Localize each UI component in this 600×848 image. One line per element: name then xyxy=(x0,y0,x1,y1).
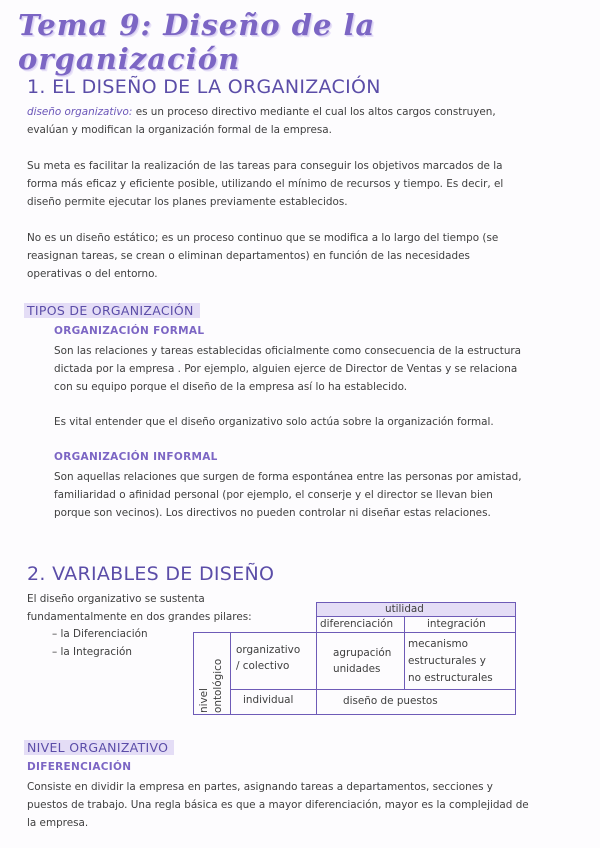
diferenciacion-label: diferenciación xyxy=(320,618,394,630)
definition-text-2: evalúan y modifican la organización formal de la empresa. xyxy=(27,124,332,136)
dynamic-paragraph xyxy=(27,229,575,283)
table-nivel-column xyxy=(193,632,231,715)
integracion-label: integración xyxy=(427,618,486,630)
section2-heading: 2. VARIABLES DE DISEÑO xyxy=(27,563,275,585)
formal-paragraph xyxy=(54,342,574,396)
goal-line: forma más eficaz y eficiente posible, utilizando el mínimo de recursos y tiempo. Es decir, el xyxy=(27,178,504,190)
goal-paragraph xyxy=(27,157,575,211)
diferenciacion-paragraph xyxy=(27,778,575,832)
table-individual-cell xyxy=(230,689,317,715)
individual-label: individual xyxy=(243,694,294,706)
page-title: Tema 9: Diseño de la organización xyxy=(18,8,376,76)
formal-line: con su equipo porque el diseño de la empresa así lo ha establecido. xyxy=(54,381,408,393)
dynamic-line: reasignan tareas, se crean o eliminan departamentos) en función de las necesidades xyxy=(27,250,470,262)
no-estructurales-line: no estructurales xyxy=(408,672,493,684)
table-diseno-puestos-cell xyxy=(316,689,516,715)
diseno-puestos-label: diseño de puestos xyxy=(343,695,438,707)
informal-heading: ORGANIZACIÓN INFORMAL xyxy=(54,451,218,463)
intro-line: fundamentalmente en dos grandes pilares: xyxy=(27,611,252,623)
organizativo-line: organizativo xyxy=(236,644,301,656)
table-organizativo-cell xyxy=(230,632,317,690)
colectivo-line: / colectivo xyxy=(236,660,290,672)
formal-note: Es vital entender que el diseño organizativo solo actúa sobre la organización formal. xyxy=(54,416,494,428)
agrupacion-line: agrupación xyxy=(333,647,392,659)
goal-line: diseño permite ejecutar los planes previamente establecidos. xyxy=(27,196,348,208)
unidades-line: unidades xyxy=(333,663,381,675)
estructurales-line: estructurales y xyxy=(408,655,486,667)
table-agrupacion-cell xyxy=(316,632,405,690)
dynamic-line: operativas o del entorno. xyxy=(27,268,158,280)
definition-text-1: es un proceso directivo mediante el cual los altos cargos construyen, xyxy=(132,106,496,118)
design-variables-table xyxy=(193,602,516,715)
intro-line: El diseño organizativo se sustenta xyxy=(27,593,205,605)
mecanismo-line: mecanismo xyxy=(408,638,468,650)
ontologico-label: ontológico xyxy=(212,658,224,713)
dif-line: Consiste en dividir la empresa en partes, asignando tareas a departamentos, secciones y xyxy=(27,781,493,793)
nivel-label: nivel xyxy=(198,688,210,713)
pillars-list xyxy=(52,625,202,661)
formal-line: Son las relaciones y tareas establecidas oficialmente como consecuencia de la estructura xyxy=(54,345,522,357)
informal-line: porque son vecinos). Los directivos no pueden controlar ni diseñar estas relaciones. xyxy=(54,507,491,519)
informal-line: familiaridad o afinidad personal (por ejemplo, el conserje y el director se llevan bien xyxy=(54,489,493,501)
informal-paragraph xyxy=(54,468,574,522)
formal-line: dictada por la empresa . Por ejemplo, alguien ejerce de Director de Ventas y se relaciona xyxy=(54,363,518,375)
nivel-organizativo-heading: NIVEL ORGANIZATIVO xyxy=(24,740,174,755)
pillar-item: – la Integración xyxy=(52,646,132,658)
dynamic-line: No es un diseño estático; es un proceso continuo que se modifica a lo largo del tiempo (se xyxy=(27,232,499,244)
definition-term: diseño organizativo: xyxy=(27,106,133,118)
dif-line: la empresa. xyxy=(27,817,89,829)
formal-heading: ORGANIZACIÓN FORMAL xyxy=(54,325,205,337)
goal-line: Su meta es facilitar la realización de las tareas para conseguir los objetivos marcados de la xyxy=(27,160,503,172)
utilidad-label: utilidad xyxy=(385,603,424,615)
table-integracion-header xyxy=(404,616,516,633)
table-diferenciacion-header xyxy=(316,616,405,633)
definition-paragraph xyxy=(27,103,575,139)
informal-line: Son aquellas relaciones que surgen de forma espontánea entre las personas por amistad, xyxy=(54,471,522,483)
diferenciacion-heading: DIFERENCIACIÓN xyxy=(27,761,132,773)
table-mecanismo-cell xyxy=(404,632,516,690)
pillar-item: – la Diferenciación xyxy=(52,628,148,640)
dif-line: puestos de trabajo. Una regla básica es que a mayor diferenciación, mayor es la complejidad de xyxy=(27,799,529,811)
table-utilidad-header xyxy=(316,602,516,617)
section1-heading: 1. EL DISEÑO DE LA ORGANIZACIÓN xyxy=(27,76,381,98)
types-heading: TIPOS DE ORGANIZACIÓN xyxy=(24,303,200,318)
